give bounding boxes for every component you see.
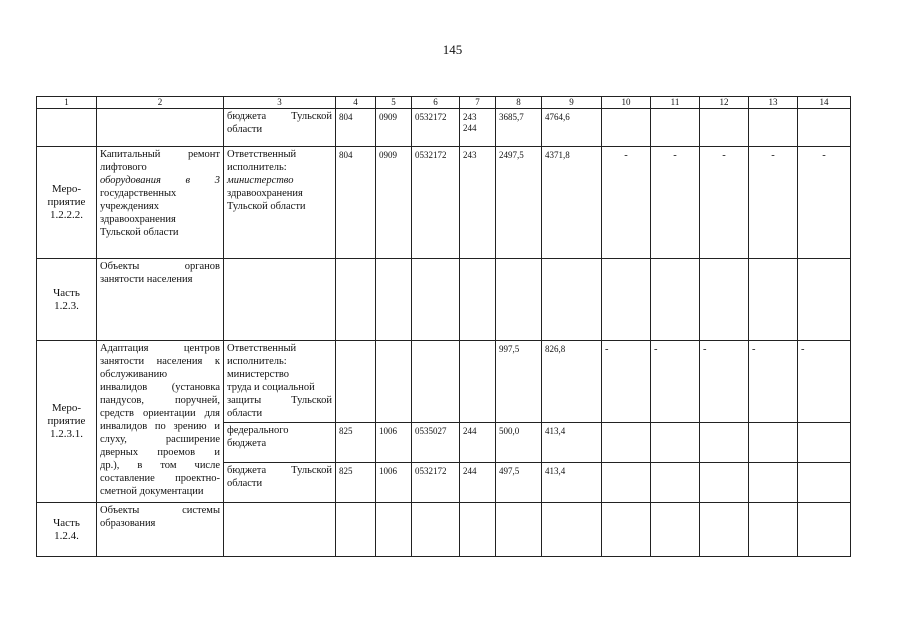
row-label: Часть 1.2.4. xyxy=(37,503,97,557)
row-label: Меро- приятие 1.2.2.2. xyxy=(37,147,97,259)
value-cell: 500,0 xyxy=(496,423,542,463)
description-cell: Объекты органов занятости населения xyxy=(97,259,224,341)
col-header-13: 13 xyxy=(749,97,798,109)
column-number-row xyxy=(37,97,851,109)
value-cell: 413,4 xyxy=(542,423,602,463)
code-cell: 0532172 xyxy=(412,109,460,147)
col-header-3: 3 xyxy=(224,97,336,109)
code-cell: 0532172 xyxy=(412,147,460,259)
value-cell: 997,5 xyxy=(496,341,542,423)
code-cell: 0532172 xyxy=(412,463,460,503)
col-header-12: 12 xyxy=(700,97,749,109)
col-header-6: 6 xyxy=(412,97,460,109)
code-cell: 1006 xyxy=(376,423,412,463)
empty-dash: - xyxy=(602,147,651,259)
col-header-11: 11 xyxy=(651,97,700,109)
col-header-14: 14 xyxy=(798,97,851,109)
value-cell: 4371,8 xyxy=(542,147,602,259)
value-cell: 826,8 xyxy=(542,341,602,423)
col-header-7: 7 xyxy=(460,97,496,109)
code-cell: 243 244 xyxy=(460,109,496,147)
row-label: Часть 1.2.3. xyxy=(37,259,97,341)
executor-cell: Ответственный исполнитель: министерство труда и социальной защиты Тульской области xyxy=(224,341,336,423)
col-header-8: 8 xyxy=(496,97,542,109)
label-cell xyxy=(37,109,97,147)
empty-dash: - xyxy=(651,147,700,259)
code-cell: 0909 xyxy=(376,109,412,147)
value-cell: 497,5 xyxy=(496,463,542,503)
table-row xyxy=(37,341,851,423)
row-label: Меро- приятие 1.2.3.1. xyxy=(37,341,97,503)
budget-table xyxy=(36,96,851,557)
source-cell: бюджета Тульской области xyxy=(224,463,336,503)
col-header-4: 4 xyxy=(336,97,376,109)
col-header-5: 5 xyxy=(376,97,412,109)
col-header-1: 1 xyxy=(37,97,97,109)
empty-dash: - xyxy=(651,341,700,423)
code-cell: 804 xyxy=(336,109,376,147)
value-cell: 2497,5 xyxy=(496,147,542,259)
description-cell: Адаптация центров занятости населения к обслуживанию инвалидов (установка пандусов, поручней, средств ориентации для инвалидов по зрению и слуху, расширение дверных проемов и др.), в том числе составление проектно- сметной документации xyxy=(97,341,224,503)
code-cell: 1006 xyxy=(376,463,412,503)
code-cell: 825 xyxy=(336,423,376,463)
source-cell: бюджета Тульской области xyxy=(224,109,336,147)
code-cell: 825 xyxy=(336,463,376,503)
code-cell: 0909 xyxy=(376,147,412,259)
page-number: 145 xyxy=(442,42,463,57)
source-cell: федерального бюджета xyxy=(224,423,336,463)
code-cell: 244 xyxy=(460,423,496,463)
code-cell: 804 xyxy=(336,147,376,259)
description-cell: Объекты системы образования xyxy=(97,503,224,557)
empty-dash: - xyxy=(700,147,749,259)
col-header-9: 9 xyxy=(542,97,602,109)
description-cell: Капитальный ремонт лифтового оборудования в 3 государственных учреждениях здравоохранения Тульской области xyxy=(97,147,224,259)
table-row xyxy=(37,259,851,341)
empty-dash: - xyxy=(749,341,798,423)
col-header-2: 2 xyxy=(97,97,224,109)
empty-dash: - xyxy=(798,147,851,259)
empty-dash: - xyxy=(798,341,851,423)
code-cell: 243 xyxy=(460,147,496,259)
code-cell: 244 xyxy=(460,463,496,503)
value-cell: 413,4 xyxy=(542,463,602,503)
empty-dash: - xyxy=(602,341,651,423)
empty-dash: - xyxy=(700,341,749,423)
empty-dash: - xyxy=(749,147,798,259)
code-cell: 0535027 xyxy=(412,423,460,463)
table-row xyxy=(37,503,851,557)
col-header-10: 10 xyxy=(602,97,651,109)
value-cell: 4764,6 xyxy=(542,109,602,147)
value-cell: 3685,7 xyxy=(496,109,542,147)
executor-cell: Ответственный исполнитель: министерство здравоохранения Тульской области xyxy=(224,147,336,259)
description-cell xyxy=(97,109,224,147)
table-row xyxy=(37,147,851,259)
table-row xyxy=(37,109,851,147)
